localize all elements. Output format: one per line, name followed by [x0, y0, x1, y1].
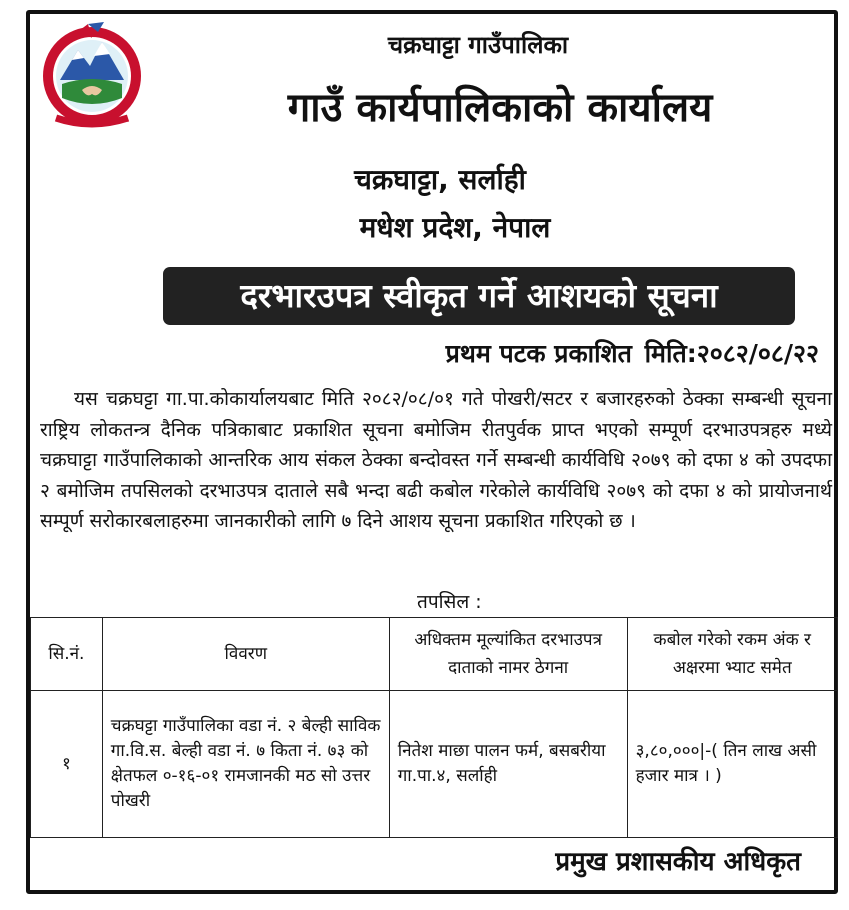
- office-title: गाउँ कार्यपालिकाको कार्यालय: [287, 85, 713, 131]
- nepal-emblem-icon: [42, 20, 142, 128]
- cell-description: चक्रघट्टा गाउँपालिका वडा नं. २ बेल्ही साविक गा.वि.स. बेल्ही वडा नं. ७ किता नं. ७३ को क्षेतफल ०-१६-०१ रामजानकी मठ सो उत्तर पोखरी: [102, 691, 389, 838]
- results-table: [30, 617, 838, 838]
- table-header-row: [31, 618, 838, 691]
- header-amount: कबोल गरेको रकम अंक र अक्षरमा भ्याट समेत: [627, 618, 837, 691]
- published-label: प्रथम पटक प्रकाशित: [445, 339, 632, 368]
- published-date: मिति:२०८२/०८/२२: [644, 339, 819, 368]
- header-sn: सि.नं.: [31, 618, 103, 691]
- signature-title: प्रमुख प्रशासकीय अधिकृत: [555, 847, 801, 877]
- notice-body: यस चक्रघट्टा गा.पा.कोकार्यालयबाट मिति २०८२/०८/०१ गते पोखरी/सटर र बजारहरुको ठेक्का सम्बन्धी सूचना राष्ट्रिय लोकतन्त्र दैनिक पत्रिकाबाट प्रकाशित सूचना बमोजिम रीतपुर्वक प्राप्त भएको सम्पूर्ण दरभाउपत्रहरु मध्ये चक्रघाट्टा गाउँपालिकाको आन्तरिक आय संकल ठेक्का बन्दोवस्त गर्ने सम्बन्धी कार्यविधि २०७९ को दफा ४ को उपदफा २ बमोजिम तपसिलको दरभाउपत्र दाताले सबै भन्दा बढी कबोल गरेकोले कार्यविधि २०७९ को दफा ४ को प्रायोजनार्थ सम्पूर्ण सरोकारबलाहरुमा जानकारीको लागि ७ दिने आशय सूचना प्रकाशित गरिएको छ ।: [40, 388, 832, 532]
- office-address: चक्रघाट्टा, सर्लाही: [354, 163, 526, 196]
- cell-sn: १: [31, 691, 103, 838]
- publication-line: [442, 336, 819, 370]
- notice-title-banner: दरभारउपत्र स्वीकृत गर्ने आशयको सूचना: [163, 267, 795, 325]
- municipality-name: चक्रघाट्टा गाउँपालिका: [387, 31, 569, 59]
- header-bidder: अधिक्तम मूल्यांकित दरभाउपत्र दाताको नामर ठेगना: [389, 618, 627, 691]
- province-line: मधेश प्रदेश, नेपाल: [359, 211, 551, 244]
- cell-bidder: नितेश माछा पालन फर्म, बसबरीया गा.पा.४, सर्लाही: [389, 691, 627, 838]
- table-row: [31, 691, 838, 838]
- cell-amount: ३,८०,०००|-( तिन लाख असी हजार मात्र । ): [627, 691, 837, 838]
- header-description: विवरण: [102, 618, 389, 691]
- tapasil-heading: तपसिल :: [417, 591, 482, 613]
